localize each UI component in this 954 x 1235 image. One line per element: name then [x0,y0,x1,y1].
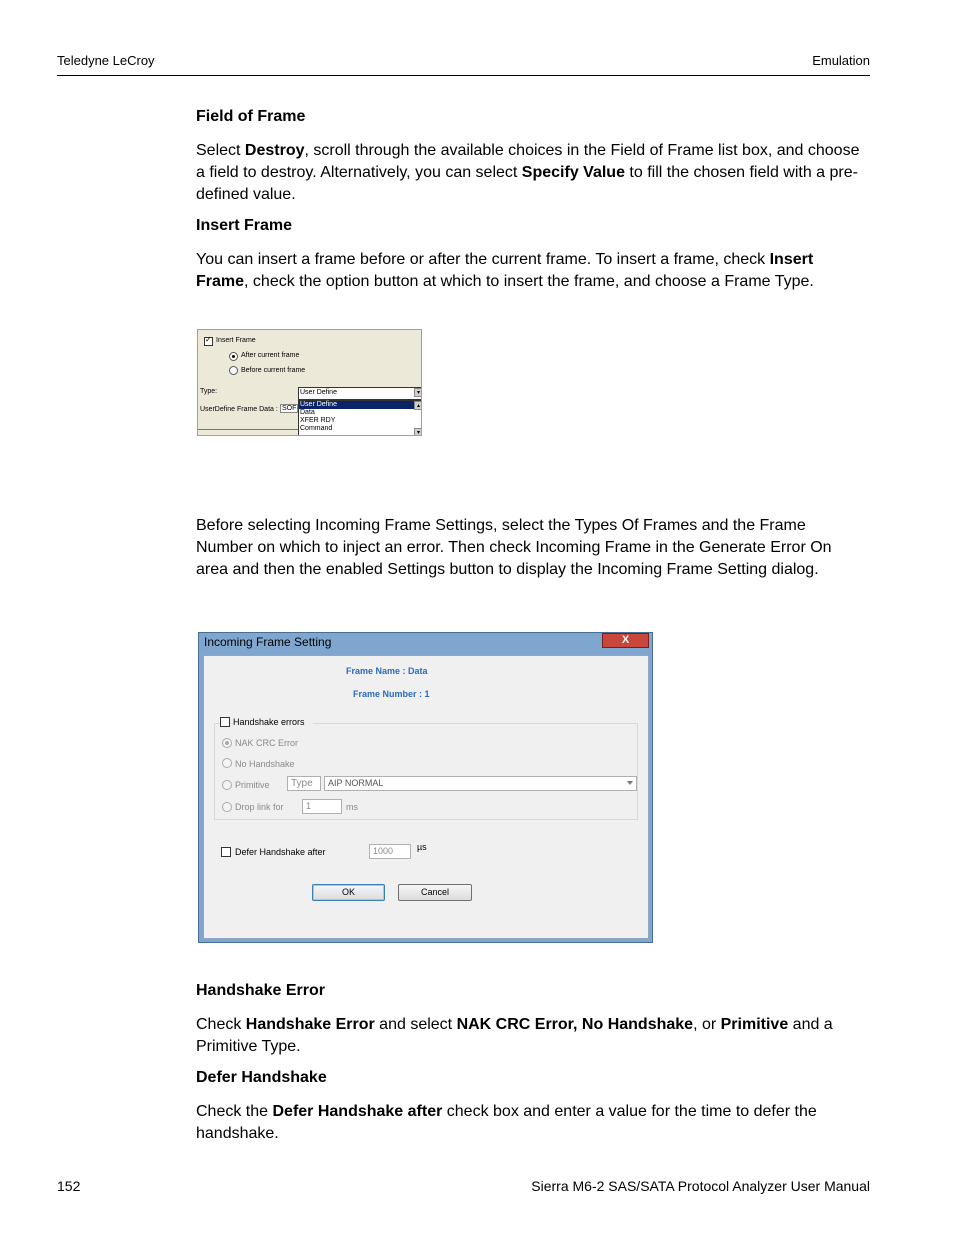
option-data[interactable]: Data [300,409,315,416]
paragraph-insert-frame: You can insert a frame before or after the current frame. To insert a frame, check Insert Frame, check the option button at which to insert the frame, and choose a Frame Type. [196,251,814,290]
incoming-frame-setting-dialog [198,632,653,943]
chevron-down-icon [627,781,633,785]
type-label: Type: [200,388,218,395]
primitive-select-value: AIP NORMAL [328,778,384,788]
nak-crc-error-radio[interactable] [222,738,232,748]
option-command[interactable]: Command [300,425,333,432]
scroll-up-icon[interactable]: ▴ [414,401,422,410]
paragraph-incoming-frame: Before selecting Incoming Frame Settings, select the Types Of Frames and the Frame Number on which to inject an error. Then check Incoming Frame in the Generate Error On area and then the enabled Settings button to display the Incoming Frame Setting dialog. [196,517,832,578]
drop-link-label: Drop link for [235,802,284,812]
insert-frame-screenshot [197,329,422,436]
header-rule [57,75,870,76]
paragraph-handshake-error: Check Handshake Error and select NAK CRC Error, No Handshake, or Primitive and a Primitive Type. [196,1016,833,1055]
frame-number-text: Frame Number : 1 [353,689,430,699]
paragraph-field-of-frame: Select Destroy, scroll through the available choices in the Field of Frame list box, and choose a field to destroy. Alternatively, you can select Specify Value to fill the chosen field with a pre-defined value. [196,142,860,203]
cancel-button[interactable]: Cancel [398,884,472,901]
primitive-label: Primitive [235,780,270,790]
dialog-title: Incoming Frame Setting [204,635,332,649]
heading-defer-handshake: Defer Handshake [196,1069,327,1086]
scroll-down-icon[interactable]: ▾ [414,428,422,436]
heading-field-of-frame: Field of Frame [196,108,306,125]
type-dropdown-list[interactable] [298,400,422,436]
userdefine-input[interactable]: SOF [282,405,297,412]
primitive-type-input[interactable]: Type [287,776,321,791]
no-handshake-radio[interactable] [222,758,232,768]
handshake-errors-label: Handshake errors [233,717,313,727]
userdefine-label: UserDefine Frame Data : [200,406,278,413]
drop-link-radio[interactable] [222,802,232,812]
defer-handshake-unit: µs [417,842,427,852]
radio-before-label: Before current frame [241,367,306,374]
option-xfer-rdy[interactable]: XFER RDY [300,417,336,424]
combo-arrow-icon[interactable]: ▾ [414,388,422,397]
type-combo[interactable]: User Define ▾ [298,387,422,400]
paragraph-defer-handshake: Check the Defer Handshake after check box and enter a value for the time to defer the handshake. [196,1103,817,1142]
drop-link-input[interactable]: 1 [302,799,342,814]
insert-frame-label: Insert Frame [216,337,256,344]
radio-after-label: After current frame [241,352,300,359]
radio-before-current-frame[interactable] [229,366,238,375]
footer-page-number: 152 [57,1178,81,1194]
insert-frame-checkbox[interactable]: ✓ [205,335,212,344]
footer-title: Sierra M6-2 SAS/SATA Protocol Analyzer User Manual [531,1178,870,1194]
defer-handshake-checkbox[interactable] [221,847,231,857]
heading-insert-frame: Insert Frame [196,217,293,234]
heading-handshake-error: Handshake Error [196,982,325,999]
radio-after-current-frame[interactable] [229,352,238,361]
header-right-text: Emulation [812,53,870,68]
nak-crc-error-label: NAK CRC Error [235,738,299,748]
drop-link-unit: ms [346,802,358,812]
close-icon[interactable]: X [602,633,649,648]
dialog-client-area [203,655,649,939]
header-left-text: Teledyne LeCroy [57,53,155,68]
primitive-radio[interactable] [222,780,232,790]
ok-button[interactable]: OK [312,884,385,901]
primitive-select[interactable] [324,776,637,791]
no-handshake-label: No Handshake [235,759,295,769]
divider [198,429,298,430]
option-user-define[interactable]: User Define [299,401,422,409]
defer-handshake-label: Defer Handshake after [235,847,326,857]
frame-name-text: Frame Name : Data [346,666,428,676]
defer-handshake-input[interactable]: 1000 [369,844,411,859]
handshake-errors-checkbox[interactable] [220,717,230,727]
